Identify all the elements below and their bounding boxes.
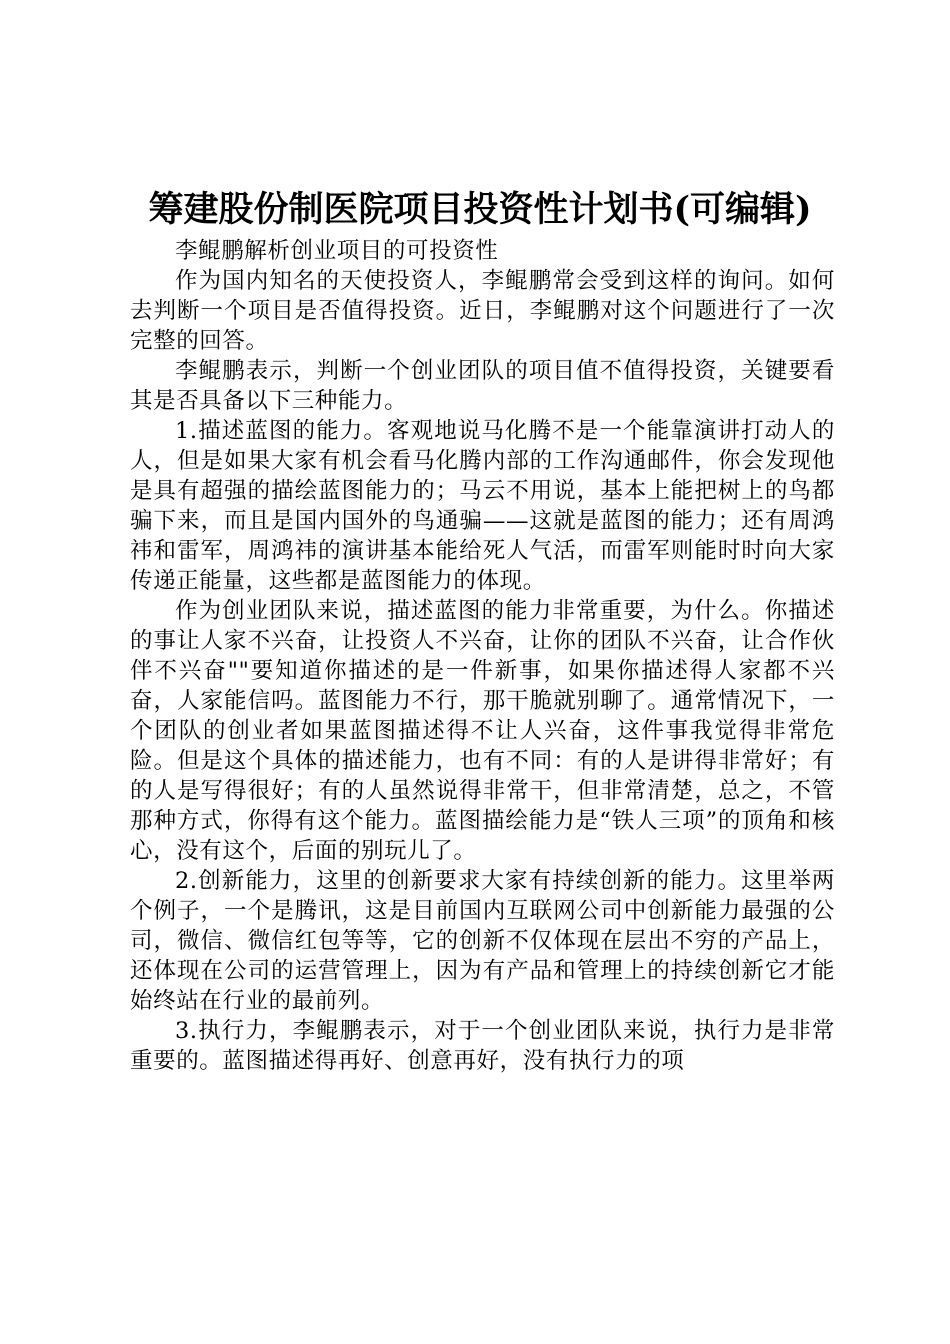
paragraph-execution-ability: 3.执行力，李鲲鹏表示，对于一个创业团队来说，执行力是非常重要的。蓝图描述得再好、创意再好，没有执行力的项 <box>130 1018 835 1074</box>
paragraph-intro: 作为国内知名的天使投资人，李鲲鹏常会受到这样的询问。如何去判断一个项目是否值得投资。近日，李鲲鹏对这个问题进行了一次完整的回答。 <box>130 268 835 354</box>
document-title: 筹建股份制医院项目投资性计划书(可编辑) <box>148 189 812 230</box>
paragraph-three-abilities: 李鲲鹏表示，判断一个创业团队的项目值不值得投资，关键要看其是否具备以下三种能力。 <box>130 358 835 414</box>
paragraph-blueprint-importance: 作为创业团队来说，描述蓝图的能力非常重要，为什么。你描述的事让人家不兴奋，让投资人不兴奋，让你的团队不兴奋，让合作伙伴不兴奋""要知道你描述的是一件新事，如果你描述得人家都不兴奋，人家能信吗。蓝图能力不行，那干脆就别聊了。通常情况下，一个团队的创业者如果蓝图描述得不让人兴奋，这件事我觉得非常危险。但是这个具体的描述能力，也有不同：有的人是讲得非常好；有的人是写得很好；有的人虽然说得非常干，但非常清楚，总之，不管那种方式，你得有这个能力。蓝图描绘能力是“铁人三项”的顶角和核心，没有这个，后面的别玩儿了。 <box>130 598 835 864</box>
paragraph-blueprint-ability: 1.描述蓝图的能力。客观地说马化腾不是一个能靠演讲打动人的人，但是如果大家有机会看马化腾内部的工作沟通邮件，你会发现他是具有超强的描绘蓝图能力的；马云不用说，基本上能把树上的鸟都骗下来，而且是国内国外的鸟通骗——这就是蓝图的能力；还有周鸿祎和雷军，周鸿祎的演讲基本能给死人气活，而雷军则能时时向大家传递正能量，这些都是蓝图能力的体现。 <box>130 418 835 594</box>
paragraph-subtitle: 李鲲鹏解析创业项目的可投资性 <box>175 238 499 264</box>
paragraph-innovation-ability: 2.创新能力，这里的创新要求大家有持续创新的能力。这里举两个例子，一个是腾讯，这是目前国内互联网公司中创新能力最强的公司，微信、微信红包等等，它的创新不仅体现在层出不穷的产品上，还体现在公司的运营管理上，因为有产品和管理上的持续创新它才能始终站在行业的最前列。 <box>130 868 835 1014</box>
document-body <box>130 236 835 1076</box>
